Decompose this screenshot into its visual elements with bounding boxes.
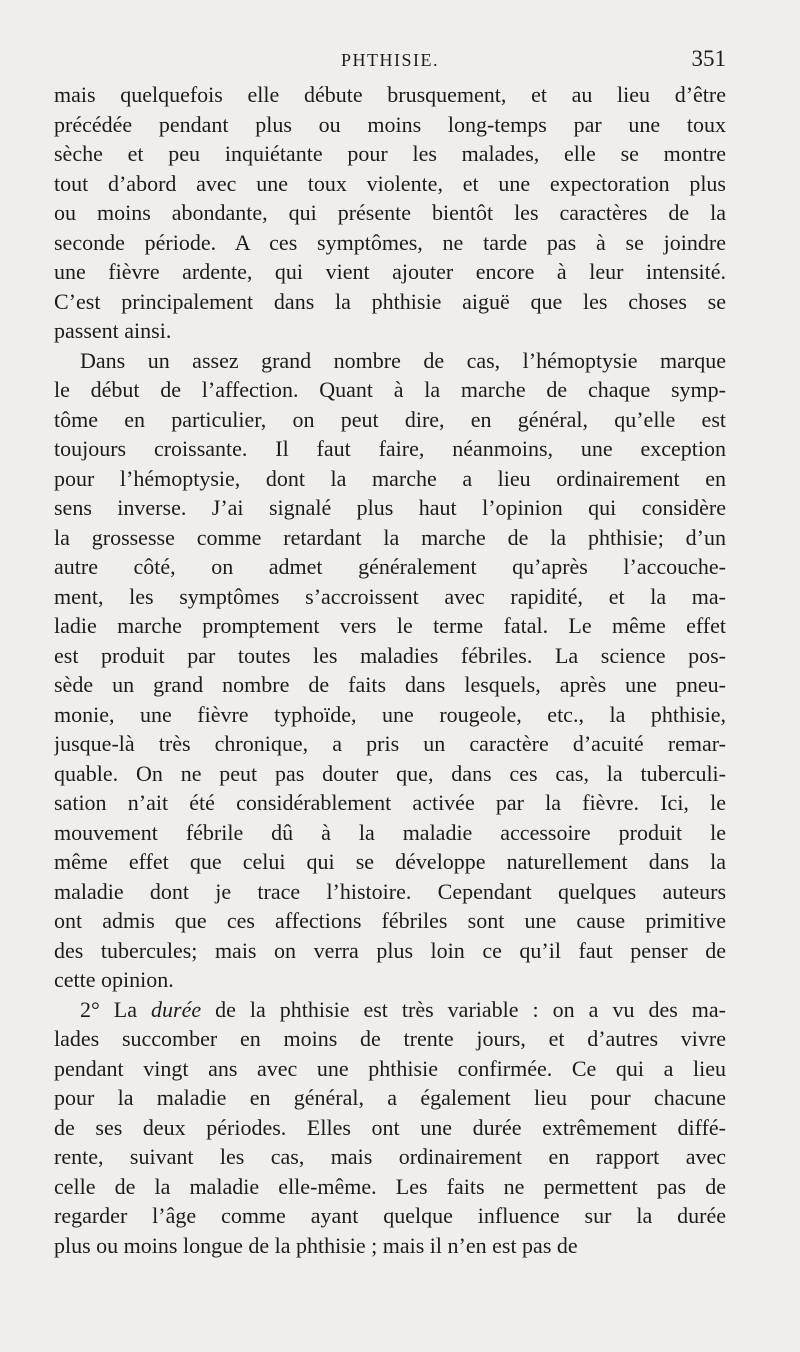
text-line: tôme en particulier, on peut dire, en général, qu’elle est — [54, 406, 726, 432]
text-line: Dans un assez grand nombre de cas, l’hémoptysie marque — [80, 347, 726, 373]
text-line: sèche et peu inquiétante pour les malades, elle se montre — [54, 141, 726, 166]
running-head: PHTHISIE. — [341, 50, 439, 70]
text-line: ou moins abondante, qui présente bientôt les caractères de la — [54, 200, 726, 225]
text-line: pour l’hémoptysie, dont la marche a lieu ordinairement en — [54, 465, 726, 491]
text-line: est produit par toutes les maladies fébriles. La science pos- — [54, 642, 726, 668]
paragraph — [54, 346, 726, 995]
text-line: ont admis que ces affections fébriles sont une cause primitive — [54, 908, 726, 933]
text-line: des tubercules; mais on verra plus loin ce qu’il faut penser de — [54, 937, 726, 963]
text-line: autre côté, on admet généralement qu’après l’accouche- — [54, 554, 726, 579]
page-footer-space — [54, 1210, 726, 1250]
page-header — [54, 46, 726, 76]
text-line: ment, les symptômes s’accroissent avec rapidité, et la ma- — [54, 583, 726, 609]
text-line: pour la maladie en général, a également lieu pour chacune — [54, 1085, 726, 1110]
paragraph — [54, 80, 726, 346]
text-line: sens inverse. J’ai signalé plus haut l’opinion qui considère — [54, 495, 726, 520]
text-line: rente, suivant les cas, mais ordinairement en rapport avec — [54, 1144, 726, 1169]
text-line: même effet que celui qui se développe naturellement dans la — [54, 849, 726, 874]
text-line: celle de la maladie elle-même. Les faits ne permettent pas de — [54, 1173, 726, 1199]
italic-term: durée — [151, 996, 202, 1022]
text-line: lades succomber en moins de trente jours, et d’autres vivre — [54, 1026, 726, 1051]
text-line: sation n’ait été considérablement activée par la fièvre. Ici, le — [54, 790, 726, 815]
page-number: 351 — [691, 46, 726, 71]
text-line: 2° La durée de la phthisie est très variable : on a vu des ma- — [80, 996, 726, 1022]
text-line: mouvement fébrile dû à la maladie accessoire produit le — [54, 819, 726, 845]
text-line: de ses deux périodes. Elles ont une durée extrêmement diffé- — [54, 1114, 726, 1140]
text-line: la grossesse comme retardant la marche de la phthisie; d’un — [54, 524, 726, 550]
text-line: monie, une fièvre typhoïde, une rougeole, etc., la phthisie, — [54, 701, 726, 727]
text-line: C’est principalement dans la phthisie aiguë que les choses se — [54, 288, 726, 314]
text-line: mais quelquefois elle débute brusquement, et au lieu d’être — [54, 82, 726, 107]
text-line: regarder l’âge comme ayant quelque influence sur la durée — [54, 1203, 726, 1228]
text-line: précédée pendant plus ou moins long-temps par une toux — [54, 111, 726, 137]
text-line: maladie dont je trace l’histoire. Cependant quelques auteurs — [54, 878, 726, 904]
text-line: tout d’abord avec une toux violente, et une expectoration plus — [54, 170, 726, 196]
text-line: toujours croissante. Il faut faire, néanmoins, une exception — [54, 436, 726, 461]
text-line: le début de l’affection. Quant à la marche de chaque symp- — [54, 377, 726, 402]
page-body — [54, 80, 726, 1260]
text-line: sède un grand nombre de faits dans lesquels, après une pneu- — [54, 672, 726, 697]
text-line: jusque-là très chronique, a pris un caractère d’acuité remar- — [54, 731, 726, 756]
text-line: ladie marche promptement vers le terme fatal. Le même effet — [54, 613, 726, 638]
text-line: quable. On ne peut pas douter que, dans ces cas, la tuberculi- — [54, 760, 726, 786]
text-line: passent ainsi. — [54, 318, 172, 343]
text-line: plus ou moins longue de la phthisie ; mais il n’en est pas de — [54, 1232, 578, 1258]
text-line: une fièvre ardente, qui vient ajouter encore à leur intensité. — [54, 259, 726, 284]
text-line: cette opinion. — [54, 967, 174, 992]
text-line: pendant vingt ans avec une phthisie confirmée. Ce qui a lieu — [54, 1055, 726, 1081]
text-line: seconde période. A ces symptômes, ne tarde pas à se joindre — [54, 229, 726, 255]
